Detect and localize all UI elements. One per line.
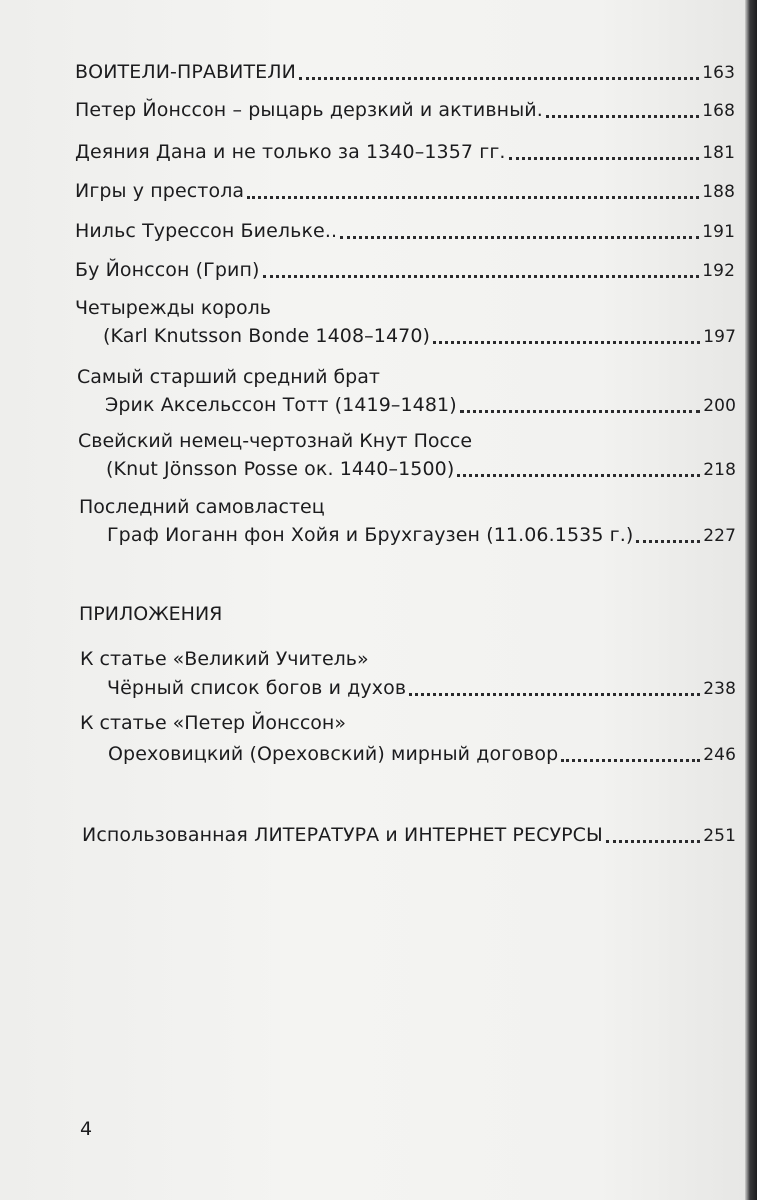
toc-entry [75,258,735,283]
toc-entry-title: Граф Иоганн фон Хойя и Брухгаузен (11.06.1535 г.) [107,524,634,546]
toc-entry-title: Деяния Дана и не только за 1340–1357 гг. [75,141,506,163]
leader-dots [460,410,700,413]
toc-entry-page: 188 [702,182,735,202]
toc-entry [75,219,735,244]
toc-entry-page: 238 [703,679,736,699]
leader-dots [561,759,700,762]
leader-dots [409,693,700,696]
toc-entry-page: 227 [703,526,736,546]
leader-dots [340,236,699,239]
toc-entry-title: (Karl Knutsson Bonde 1408–1470) [103,325,431,347]
page-number: 4 [80,1118,93,1140]
appendix-heading: ПРИЛОЖЕНИЯ [79,603,223,625]
toc-entry [75,98,735,123]
toc-entry [75,60,735,85]
leader-dots [263,275,700,278]
toc-entry-title: ВОИТЕЛИ-ПРАВИТЕЛИ [75,61,296,83]
toc-entry-page: 168 [702,101,735,121]
toc-entry-heading: Последний самовластец [79,496,325,518]
leader-dots [606,840,700,843]
page-edge-shadow [745,0,757,1200]
toc-entry-title: Игры у престола [75,180,245,202]
toc-entry [107,676,736,701]
leader-dots [433,341,700,344]
leader-dots [457,474,700,477]
toc-entry [75,179,735,204]
toc-entry-title: Эрик Аксельссон Тотт (1419–1481) [105,394,457,416]
toc-entry-title: Ореховицкий (Ореховский) мирный договор [108,743,559,765]
toc-entry-title: Нильс Турессон Биельке.. [75,220,338,242]
toc-entry-heading: К статье «Великий Учитель» [80,648,369,670]
toc-entry-page: 181 [702,143,735,163]
toc-entry [75,140,735,165]
toc-entry-title: Чёрный список богов и духов [107,677,407,699]
toc-entry [103,324,736,349]
toc-entry-heading: Четырежды король [75,297,271,319]
toc-entry [108,742,736,767]
leader-dots [247,196,699,199]
toc-entry-literature [82,823,736,848]
toc-entry-page: 218 [703,460,736,480]
toc-entry [106,457,736,482]
toc-entry [107,523,736,548]
toc-entry-page: 200 [703,396,736,416]
leader-dots [509,157,700,160]
leader-dots [299,77,699,80]
toc-entry-page: 163 [702,63,735,83]
toc-entry-page: 191 [702,222,735,242]
toc-entry-title: Петер Йонссон – рыцарь дерзкий и активный. [75,99,543,121]
toc-entry-heading: К статье «Петер Йонссон» [80,712,346,734]
toc-entry-page: 251 [703,826,736,846]
toc-entry-page: 197 [703,327,736,347]
leader-dots [546,115,699,118]
toc-entry-heading: Свейский немец-чертознай Кнут Поссе [78,430,473,452]
toc-entry-title: Использованная ЛИТЕРАТУРА и ИНТЕРНЕТ РЕСУРСЫ [82,824,603,846]
toc-entry-title: Бу Йонссон (Грип) [75,259,260,281]
toc-entry-heading: Самый старший средний брат [77,366,380,388]
toc-entry-page: 192 [702,261,735,281]
toc-entry-title: (Knut Jönsson Posse ок. 1440–1500) [106,458,455,480]
toc-entry [105,393,736,418]
toc-entry-page: 246 [703,745,736,765]
leader-dots [636,540,700,543]
